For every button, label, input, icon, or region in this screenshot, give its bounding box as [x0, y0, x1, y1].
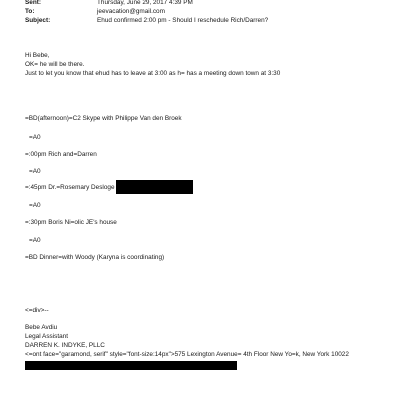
- schedule-item: =:00pm Rich and=Darren: [25, 151, 97, 158]
- signature-name: Bebe Avdiu: [25, 324, 58, 331]
- schedule-spacer: =A0: [29, 134, 41, 141]
- signature-firm: DARREN K. INDYKE, PLLC: [25, 342, 105, 349]
- sent-label: Sent:: [25, 0, 41, 6]
- sent-value: Thursday, June 29, 2017 4:39 PM: [97, 0, 193, 6]
- schedule-item: =BD(afternoon)=C2 Skype with Philippe Van den Broek: [25, 115, 182, 122]
- subject-label: Subject:: [25, 17, 51, 24]
- schedule-spacer: =A0: [29, 202, 41, 209]
- to-value: jeevacation@gmail.com: [97, 8, 165, 15]
- schedule-spacer: =A0: [29, 237, 41, 244]
- redaction-box: [116, 180, 193, 194]
- redaction-box: [25, 361, 237, 370]
- schedule-item: =:45pm Dr.=Rosemary Desloge: [25, 184, 115, 191]
- body-line-2: Just to let you know that ehud has to leave at 3:00 as h= has a meeting down town at 3:30: [25, 70, 281, 77]
- div-tag: <=div>--: [25, 307, 49, 314]
- schedule-item: =BD Dinner=with Woody (Karyna is coordinating): [25, 254, 165, 261]
- schedule-item: =:30pm Boris Ni=olic JE's house: [25, 219, 117, 226]
- signature-address: <=ont face="garamond, serif" style="font-size:14px">575 Lexington Avenue= 4th Floor New Yo=k, New York 10022: [25, 351, 349, 358]
- body-line-1: OK= he will be there.: [25, 61, 85, 68]
- schedule-spacer: =A0: [29, 168, 41, 175]
- greeting: Hi Bebe,: [25, 52, 50, 59]
- signature-title: Legal Assistant: [25, 333, 68, 340]
- to-label: To:: [25, 8, 35, 15]
- subject-value: Ehud confirmed 2:00 pm - Should I reschedule Rich/Darren?: [97, 17, 269, 24]
